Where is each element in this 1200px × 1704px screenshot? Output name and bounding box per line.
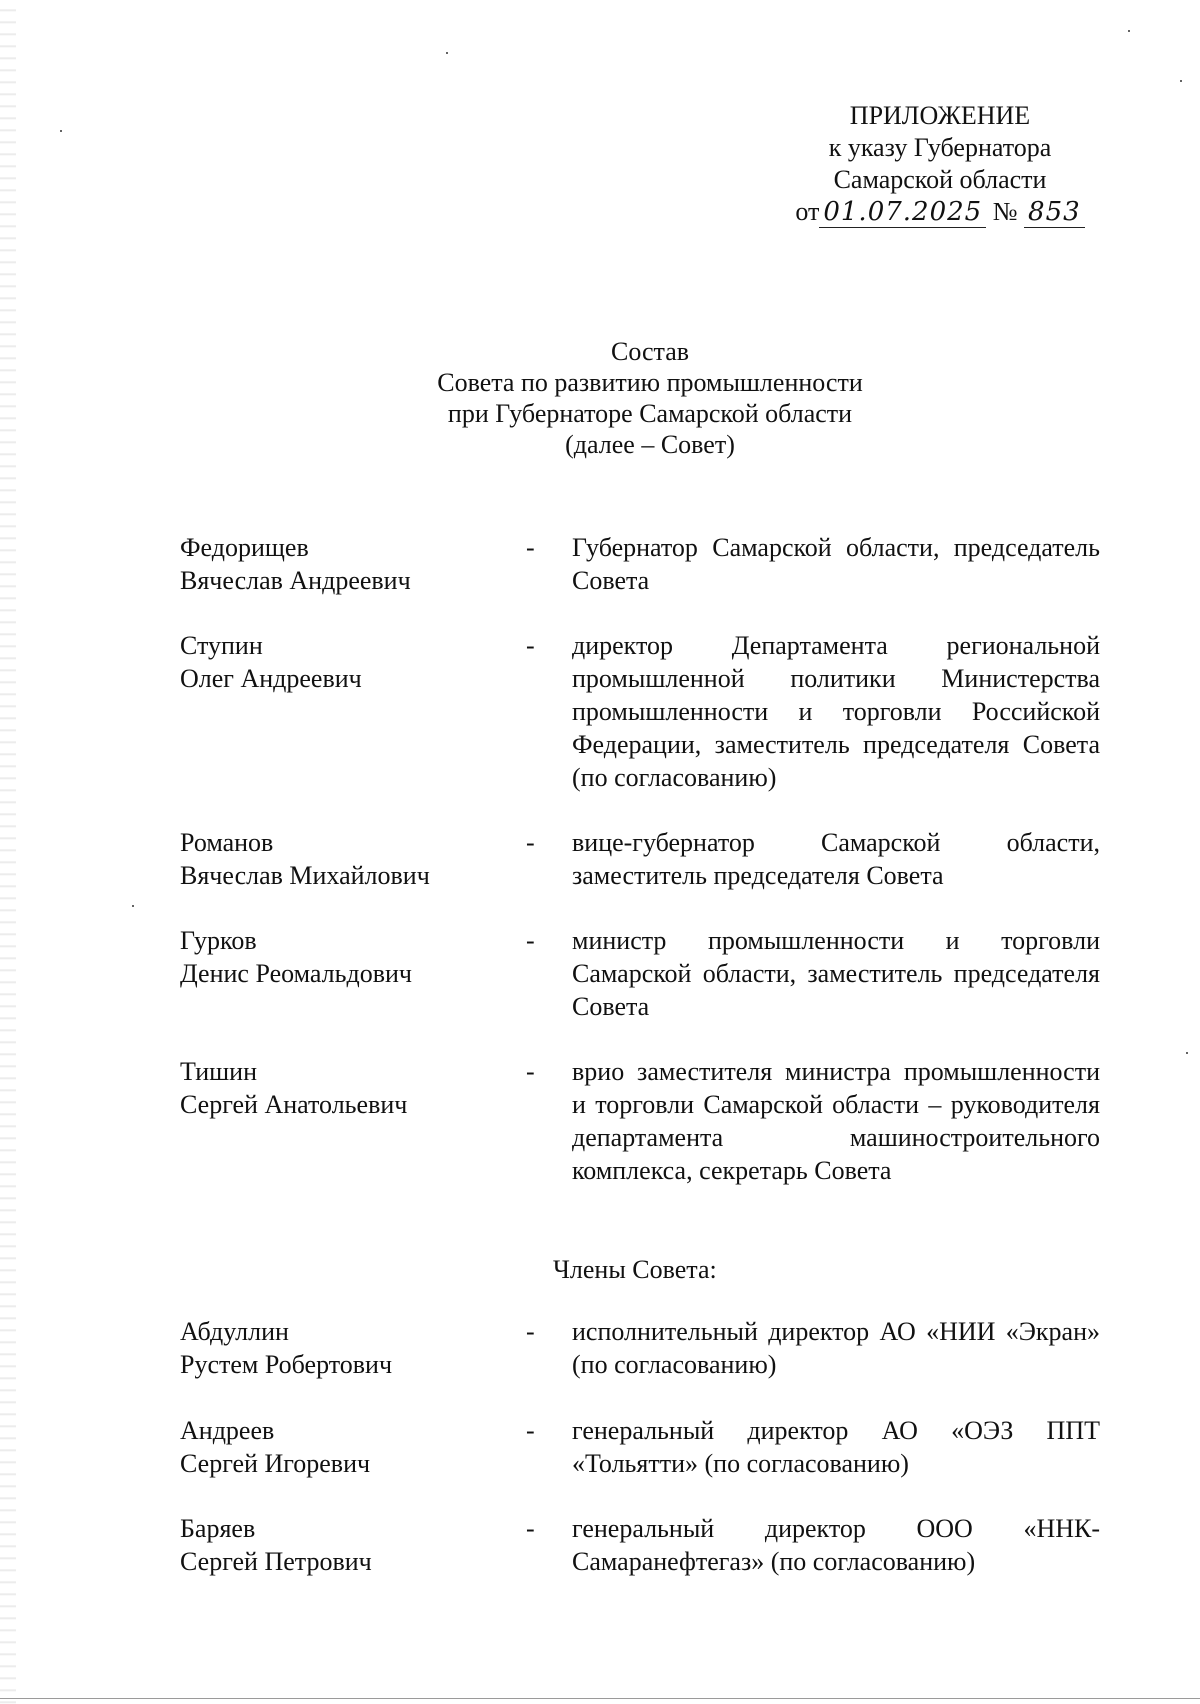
members-heading: Члены Совета: xyxy=(553,1255,717,1284)
surname: Романов xyxy=(180,828,274,857)
person-name xyxy=(180,1414,500,1480)
person-name xyxy=(180,531,500,597)
position-description: министр промышленности и торговли Самарской области, заместитель председателя Совета xyxy=(572,926,1100,1021)
given-names: Вячеслав Андреевич xyxy=(180,566,411,595)
surname: Ступин xyxy=(180,631,263,660)
given-names: Сергей Игоревич xyxy=(180,1449,371,1478)
position-description: врио заместителя министра промышленности и торговли Самарской области – руководителя департамента машиностроительного комплекса, секретарь Совета xyxy=(572,1057,1100,1185)
separator-dash: - xyxy=(526,1514,535,1543)
scan-speck xyxy=(60,130,62,132)
given-names: Сергей Анатольевич xyxy=(180,1090,408,1119)
title-line: (далее – Совет) xyxy=(565,430,735,459)
handwritten-date: 01.07.2025 xyxy=(819,197,986,228)
scan-speck xyxy=(1128,30,1130,32)
title-line: Состав xyxy=(610,337,690,366)
position-description: генеральный директор ООО «ННК-Самаранефтегаз» (по согласованию) xyxy=(572,1514,1100,1576)
surname: Баряев xyxy=(180,1514,256,1543)
region-name: Самарской области xyxy=(833,165,1047,194)
position-description: генеральный директор АО «ОЭЗ ППТ «Тольятти» (по согласованию) xyxy=(572,1416,1100,1478)
person-name xyxy=(180,629,500,695)
person-name xyxy=(180,826,500,892)
surname: Абдуллин xyxy=(180,1317,289,1346)
separator-dash: - xyxy=(526,1057,535,1086)
document-title xyxy=(350,336,950,460)
person-name xyxy=(180,924,500,990)
scan-speck xyxy=(1180,80,1182,82)
surname: Федорищев xyxy=(180,533,309,562)
handwritten-number: 853 xyxy=(1024,197,1085,228)
separator-dash: - xyxy=(526,533,535,562)
separator-dash: - xyxy=(526,1416,535,1445)
person-name xyxy=(180,1512,500,1578)
surname: Андреев xyxy=(180,1416,275,1445)
scan-speck xyxy=(446,52,448,54)
separator-dash: - xyxy=(526,926,535,955)
given-names: Олег Андреевич xyxy=(180,664,362,693)
appendix-header xyxy=(760,100,1120,228)
given-names: Денис Реомальдович xyxy=(180,959,412,988)
surname: Тишин xyxy=(180,1057,257,1086)
decree-reference: к указу Губернатора xyxy=(828,133,1052,162)
appendix-label: ПРИЛОЖЕНИЕ xyxy=(849,101,1031,130)
title-line: при Губернаторе Самарской области xyxy=(447,399,853,428)
scan-speck xyxy=(1186,1052,1188,1054)
given-names: Рустем Робертович xyxy=(180,1350,393,1379)
position-description: исполнительный директор АО «НИИ «Экран» (по согласованию) xyxy=(572,1317,1100,1379)
person-name xyxy=(180,1315,500,1381)
separator-dash: - xyxy=(526,1317,535,1346)
position-description: директор Департамента региональной промышленной политики Министерства промышленности и торговли Российской Федерации, заместитель председателя Совета (по согласованию) xyxy=(572,631,1100,792)
surname: Гурков xyxy=(180,926,257,955)
separator-dash: - xyxy=(526,828,535,857)
position-description: Губернатор Самарской области, председатель Совета xyxy=(572,533,1100,595)
date-prefix: от xyxy=(795,197,820,226)
title-line: Совета по развитию промышленности xyxy=(437,368,863,397)
person-name xyxy=(180,1055,500,1121)
separator-dash: - xyxy=(526,631,535,660)
given-names: Сергей Петрович xyxy=(180,1547,372,1576)
position-description: вице-губернатор Самарской области, заместитель председателя Совета xyxy=(572,828,1100,890)
given-names: Вячеслав Михайлович xyxy=(180,861,430,890)
date-number-line xyxy=(760,196,1120,228)
number-sign: № xyxy=(992,197,1018,226)
scan-edge-artifact xyxy=(0,0,16,1704)
scan-speck xyxy=(132,905,134,907)
scan-bottom-line xyxy=(0,1698,1200,1699)
